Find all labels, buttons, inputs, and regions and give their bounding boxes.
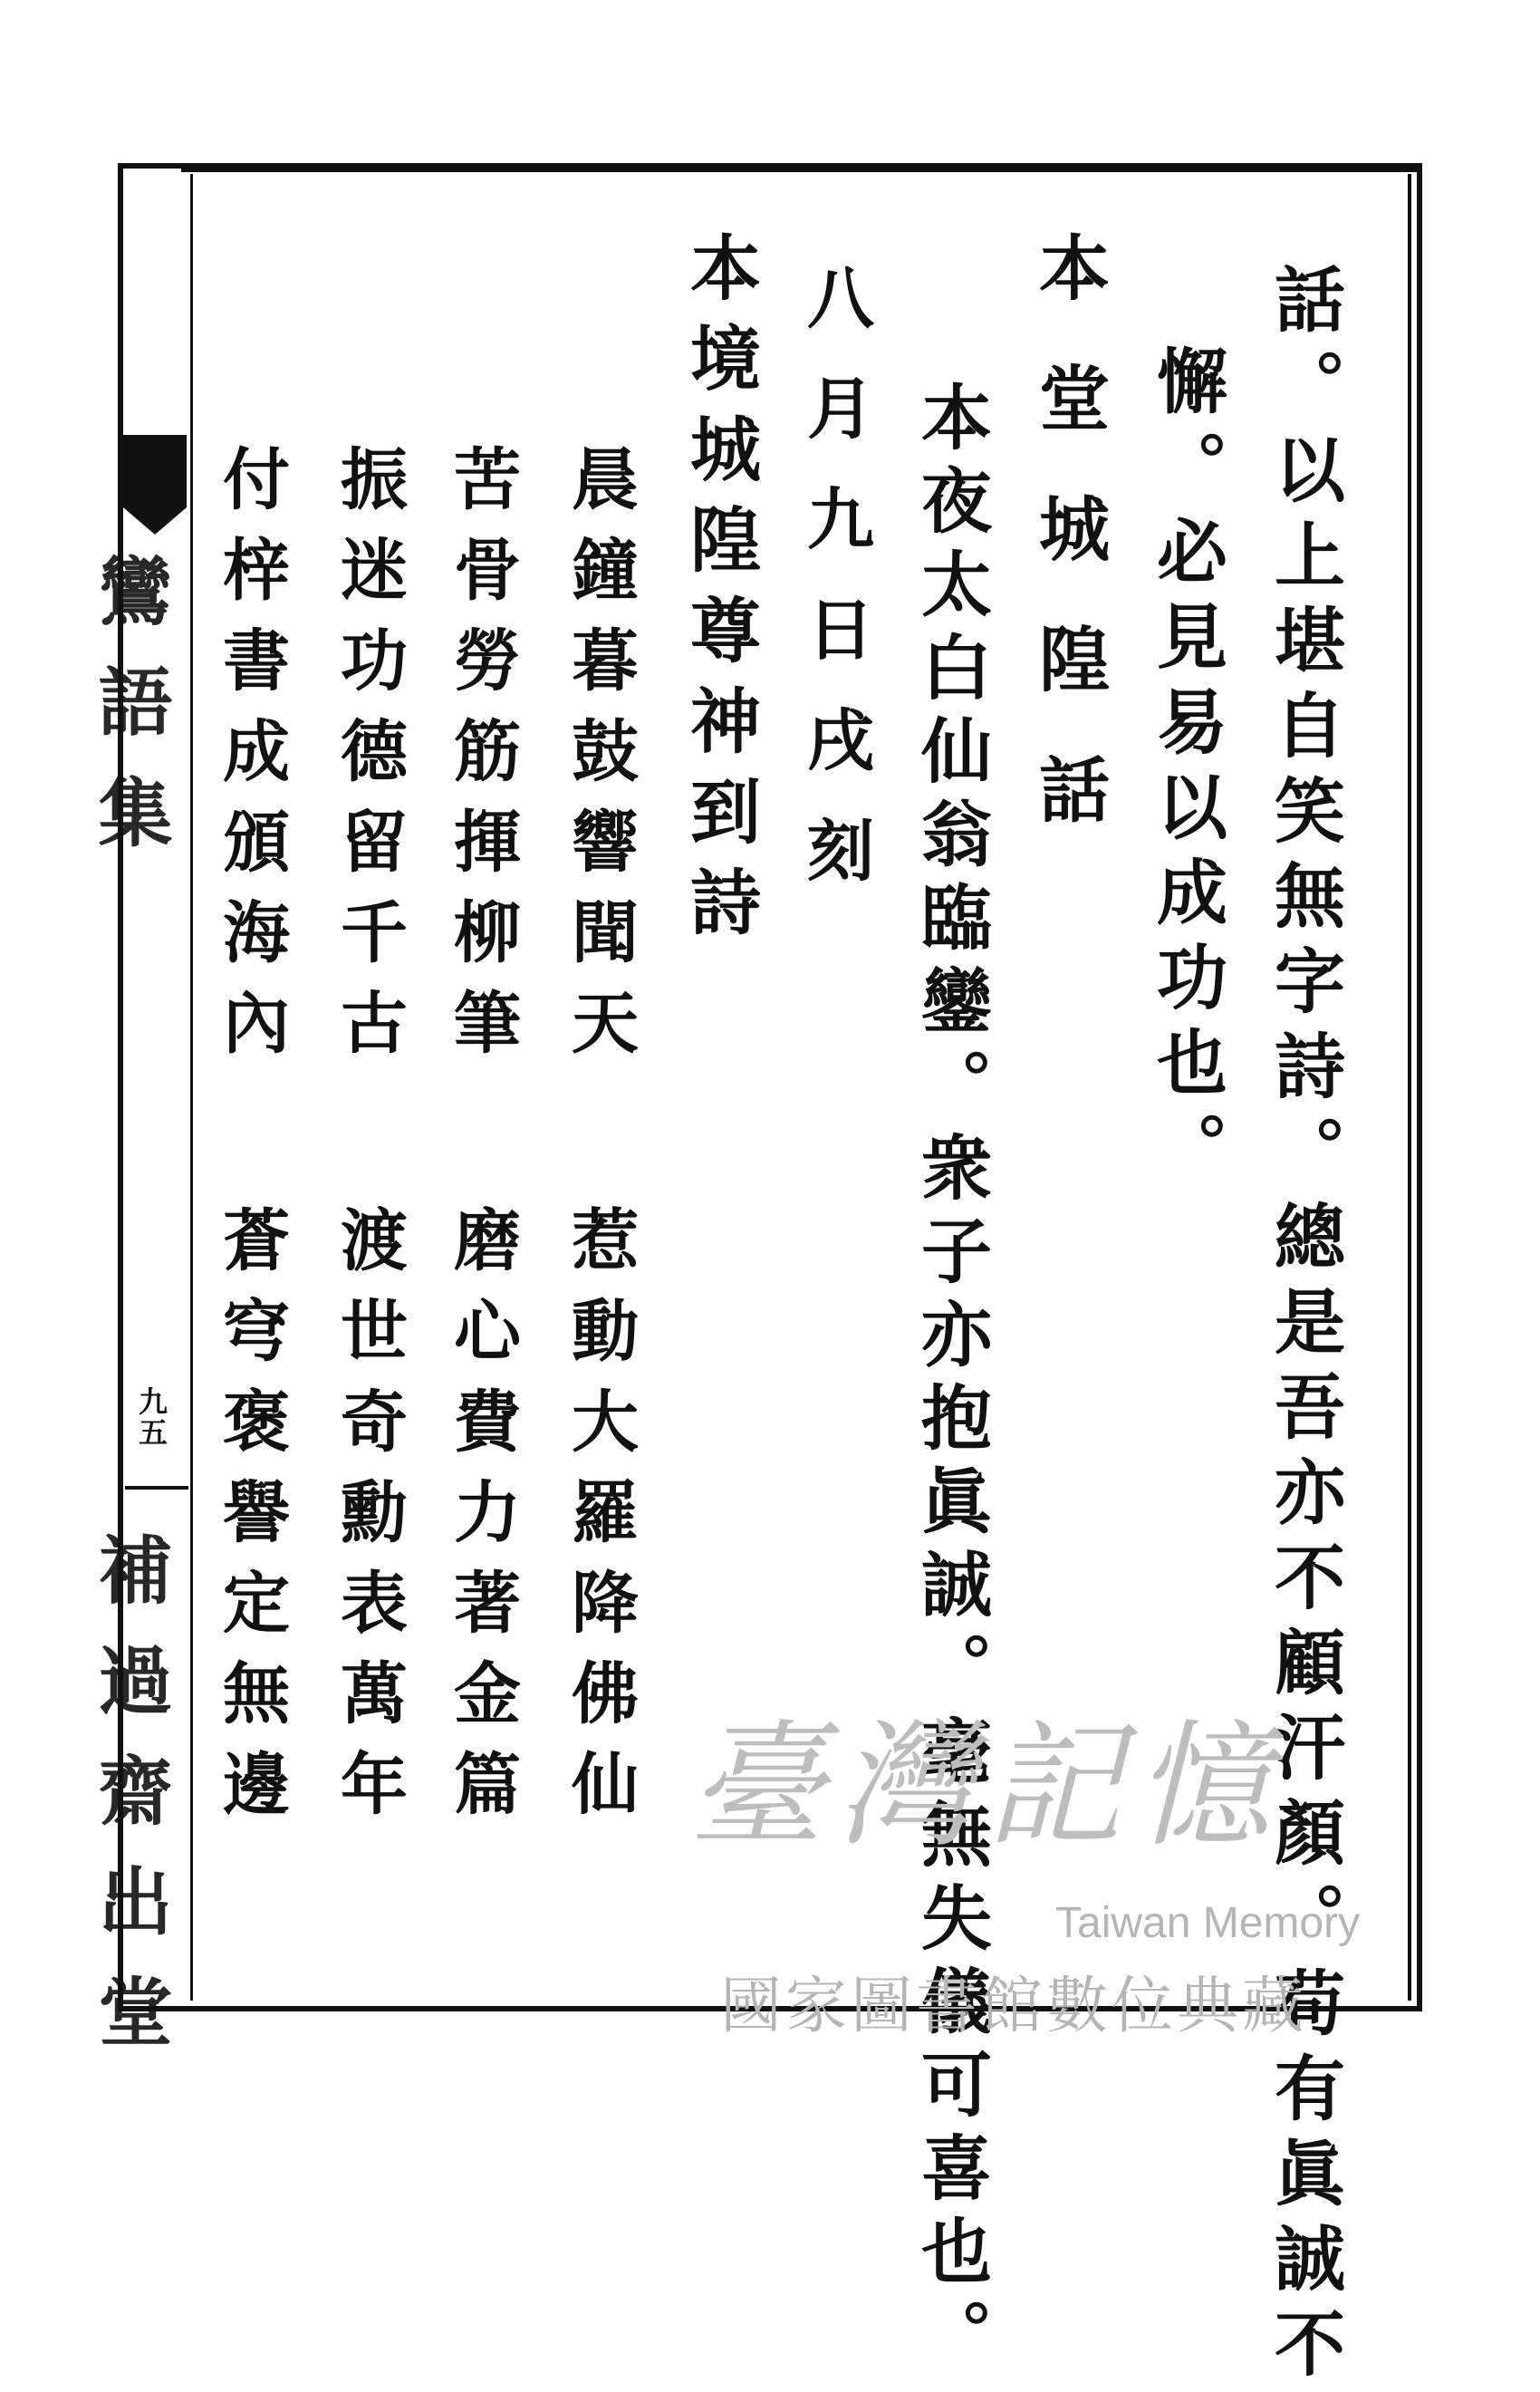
text-column-1: 話。以上堪自笑無字詩。總是吾亦不顧汗顏。苟有眞誠不 <box>1263 263 1345 2392</box>
margin-book-title: 鸞語集 <box>86 553 173 884</box>
poem-heading: 本境城隍尊神到詩 <box>679 231 761 956</box>
section-heading: 本堂城隍話 <box>1027 231 1110 883</box>
margin-rule <box>125 1486 188 1490</box>
poem-line-1a: 晨鐘暮鼓響聞天 <box>561 444 639 1078</box>
top-rule <box>181 167 1422 172</box>
page-number: 九五 <box>134 1386 168 1448</box>
poem-line-4a: 付梓書成頒海內 <box>212 444 290 1078</box>
fishtail-mark-icon <box>123 435 187 535</box>
poem-line-2a: 苦骨勞筋揮柳筆 <box>443 444 521 1078</box>
poem-line-4b: 蒼穹褒譽定無邊 <box>212 1205 290 1839</box>
margin-hall-name: 補過齋出堂 <box>86 1531 173 2084</box>
text-column-4: 本夜太白仙翁臨鑾。衆子亦抱眞誠。毫無失儀可喜也。 <box>910 381 992 2381</box>
poem-line-1b: 惹動大羅降佛仙 <box>561 1205 639 1839</box>
text-column-2: 懈。必見易以成功也。 <box>1145 344 1227 1196</box>
poem-line-3b: 渡世奇勳表萬年 <box>330 1205 408 1839</box>
watermark-institution: 國家圖書館數位典藏 <box>720 1971 1308 2042</box>
poem-line-3a: 振迷功德留千古 <box>330 444 408 1078</box>
watermark-logo-text: 臺灣記憶 <box>688 1708 1284 1866</box>
watermark-english: Taiwan Memory <box>1055 1899 1361 1947</box>
date-heading: 八月九日戌刻 <box>796 263 874 926</box>
poem-line-2b: 磨心費力著金篇 <box>443 1205 521 1839</box>
